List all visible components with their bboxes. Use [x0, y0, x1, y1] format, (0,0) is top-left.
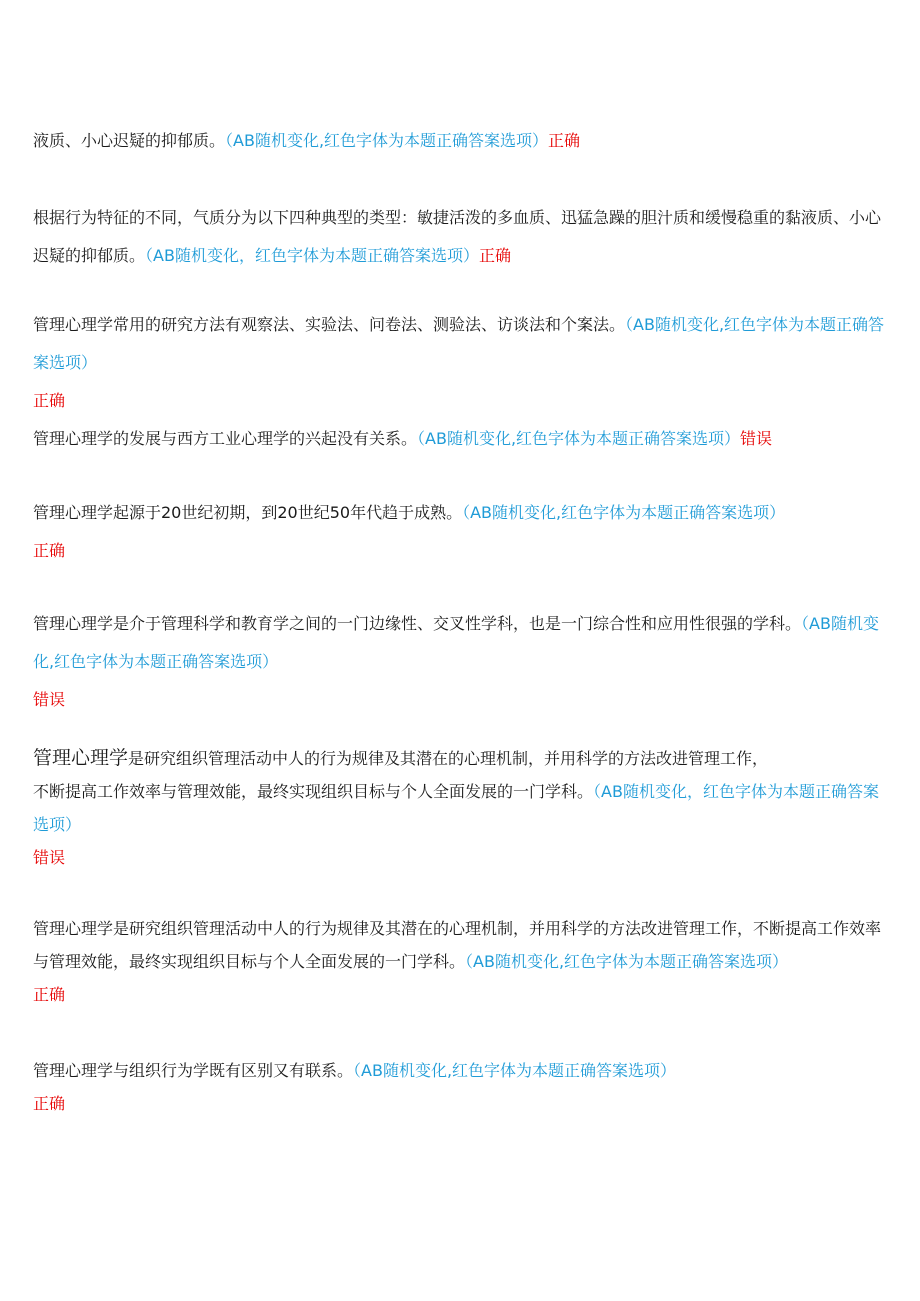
question-item	[33, 420, 893, 458]
answer-hint: （AB随机变化，红色字体为本题正确答案选项）	[145, 246, 479, 265]
answer-label: 正确	[33, 391, 66, 410]
question-item	[33, 306, 893, 420]
answer-hint: （AB随机变化，红色字体为本题正确答案选项）	[33, 782, 879, 834]
question-item	[33, 199, 893, 275]
answer-label: 正确	[33, 541, 66, 560]
question-item	[33, 494, 893, 570]
answer-hint: （AB随机变化,红色字体为本题正确答案选项）	[417, 429, 741, 448]
answer-label: 正确	[478, 246, 511, 265]
answer-hint: （AB随机变化,红色字体为本题正确答案选项）	[465, 952, 789, 971]
answer-label: 正确	[548, 131, 581, 150]
question-text: 是研究组织管理活动中人的行为规律及其潜在的心理机制，并用科学的方法改进管理工作，	[128, 749, 769, 768]
question-text: 管理心理学常用的研究方法有观察法、实验法、问卷法、测验法、访谈法和个案法。	[33, 315, 626, 334]
question-item	[33, 122, 893, 160]
answer-label: 错误	[33, 848, 66, 867]
question-text-continued: 不断提高工作效率与管理效能，最终实现组织目标与个人全面发展的一门学科。	[33, 782, 594, 801]
question-text: 管理心理学是研究组织管理活动中人的行为规律及其潜在的心理机制，并用科学的方法改进管理工作，不断提高工作效率与管理效能，最终实现组织目标与个人全面发展的一门学科。	[33, 919, 882, 971]
question-text: 液质、小心迟疑的抑郁质。	[33, 131, 226, 150]
question-item	[33, 605, 893, 719]
answer-hint: （AB随机变化,红色字体为本题正确答案选项）	[353, 1061, 677, 1080]
question-item	[33, 912, 893, 1011]
question-text: 根据行为特征的不同，气质分为以下四种典型的类型：敏捷活泼的多血质、迅猛急躁的胆汁质和缓慢稳重的黏液质、小心迟疑的抑郁质。	[33, 208, 882, 265]
answer-label: 正确	[33, 1094, 66, 1113]
answer-label: 错误	[740, 429, 773, 448]
answer-hint: （AB随机变化,红色字体为本题正确答案选项）	[33, 315, 885, 372]
answer-hint: （AB随机变化,红色字体为本题正确答案选项）	[33, 614, 879, 671]
question-text: 管理心理学是介于管理科学和教育学之间的一门边缘性、交叉性学科，也是一门综合性和应用性很强的学科。	[33, 614, 802, 633]
question-text: 管理心理学的发展与西方工业心理学的兴起没有关系。	[33, 429, 418, 448]
question-text: 管理心理学与组织行为学既有区别又有联系。	[33, 1061, 354, 1080]
answer-hint: （AB随机变化,红色字体为本题正确答案选项）	[462, 503, 786, 522]
answer-label: 错误	[33, 690, 66, 709]
question-text: 管理心理学起源于20世纪初期，到20世纪50年代趋于成熟。	[33, 503, 463, 522]
question-lead: 管理心理学	[33, 747, 129, 769]
question-item	[33, 1054, 893, 1120]
answer-hint: （AB随机变化,红色字体为本题正确答案选项）	[225, 131, 549, 150]
answer-label: 正确	[33, 985, 66, 1004]
question-item	[33, 742, 893, 874]
